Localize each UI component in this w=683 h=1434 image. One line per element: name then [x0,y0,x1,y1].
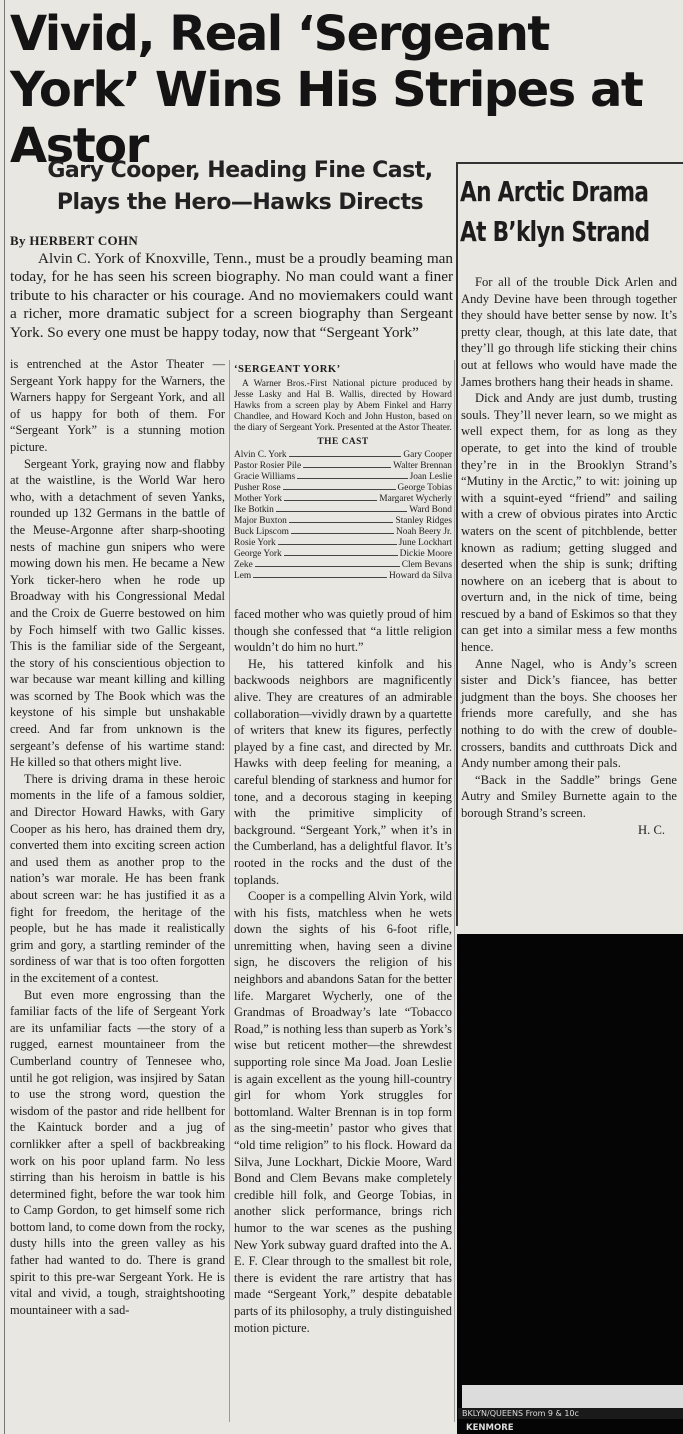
paragraph: Anne Nagel, who is Andy’s screen sister and Dick’s fiancee, has better judgment than the boys. She chooses her friends more carefully, and she has nothing to do with the crew of double-crossers, bandits and cutthroats Dick and Andy number among their pals. [461,656,677,771]
cast-row [234,450,452,461]
cast-role: George York [234,549,282,559]
left-margin-rule [4,0,5,1434]
credits-title: ‘SERGEANT YORK’ [234,364,341,375]
cast-row [234,461,452,472]
author-initials: H. C. [638,822,665,837]
cast-role: Rosie York [234,538,276,548]
cast-actor: Dickie Moore [399,549,452,559]
cast-row [234,549,452,560]
cast-row [234,560,452,571]
cast-role: Pastor Rosier Pile [234,461,302,471]
review-column-2 [234,606,452,1422]
cast-role: Pusher Rose [234,483,281,493]
cast-actor: Stanley Ridges [395,516,452,526]
cast-role: Ike Botkin [234,505,274,515]
paragraph: He, his tattered kinfolk and his backwoods neighbors are magnificently alive. They are creatures of an admirable collaboration—vividly drawn by a quartette of writers that knew its figures, perfectly played by a fine cast, and directed by Mr. Hawks with deep feeling for meaning, a careful blending of starkness and humor for tone, and a decorous staging in keeping with the primitive simplicity of background. “Sergeant York,” when it’s in the Cumberland, has a delightful flavor. It’s rooted in the rocks and the dust of the toplands. [234,656,452,887]
black-advertisement-block [457,934,683,1434]
cast-actor: June Lockhart [398,538,452,548]
paragraph: Dick and Andy are just dumb, trusting souls. They’ll never learn, so we might as well expect them, for as long as they operate, to get into the kind of trouble they’re in in the Brooklyn Strand’s “Mutiny in the Arctic,” to wit: joining up with a squint-eyed “friend” and sailing with a crew of obvious pirates into Arctic waters on the scent of pitchblende, better known as radium; getting slugged and deserted when the ship is sunk; drifting nowhere on an iceberg that is about to overturn and, in the nick of time, being rescued by a band of Eskimos so that they can get into a similar mess a few months hence. [461,391,677,655]
cast-role: Zeke [234,560,253,570]
cast-actor: Noah Beery Jr. [396,527,452,537]
paragraph: faced mother who was quietly proud of him though she confessed that “a little religion wouldn’t do him no hurt.” [234,607,452,655]
cast-actor: Margaret Wycherly [379,494,452,504]
paragraph: “Back in the Saddle” brings Gene Autry and Smiley Burnette again to the borough Strand’s screen. [461,772,677,820]
cast-actor: Clem Bevans [401,560,452,570]
cast-role: Buck Lipscom [234,527,289,537]
paragraph: Sergeant York, graying now and flabby at the waistline, is the World War hero who, with a detachment of seven Yanks, rounded up 132 Germans in the battle of the Meuse-Argonne after sharp-shooting nests of machine gun snipers who were mowing down his men. He became a New York ticker-hero when he rode up Broadway with his Congressional Medal and the Croix de Guerre bestowed on him by Foch himself with two Gallic kisses. This is the familiar side of the Sergeant, the story of his conscientious objection to war because war meant killing and killing was scorned by The Book which was the keystone of his simple but unshakable creed. And far from unknown is the sergeant’s defense of his wartime stand: He killed so that others might live. [10,456,225,770]
sidebar-headline: An Arctic Drama At B’klyn Strand [460,175,650,248]
cast-actor: George Tobias [397,483,452,493]
sidebar-review [461,274,677,838]
paragraph: For all of the trouble Dick Arlen and Andy Devine have been through together they should have better sense by now. It’s pretty clear, though, at this late date, that they’ll go through life sticking their chins out at fellows who would have made the James brothers hang their heads in shame. [461,275,677,389]
cast-row [234,494,452,505]
main-headline: Vivid, Real ‘Sergeant York’ Wins His Stripes at Astor [10,6,643,174]
paragraph: is entrenched at the Astor Theater —Sergeant York happy for the Warners, the Warners happy for Sergeant York, and all of us happy for both of them. For “Sergeant York” is a stunning motion picture. [10,357,225,454]
cast-actor: Walter Brennan [393,461,452,471]
film-credits-box [234,364,452,582]
cast-list [234,450,452,582]
review-column-1 [10,356,225,1422]
cast-role: Mother York [234,494,282,504]
cast-row [234,571,452,582]
cast-row [234,505,452,516]
cast-actor: Joan Leslie [409,472,452,482]
cast-role: Lem [234,571,252,581]
column-divider [229,360,230,1422]
paragraph: There is driving drama in these heroic moments in the life of a famous soldier, and Director Howard Hawks, with Gary Cooper as his hero, has drained them dry, converted them into exciting screen action and used them as another prop to the nation’s war morale. He has been frank about screen war: he has justified it as a fight for freedom, the heritage of the people, but he has made it realistically grim and gory, a startling reminder of the sordiness of war that is too often forgotten in the excitement of a contest. [10,771,225,985]
cast-row [234,483,452,494]
credits-body: A Warner Bros.-First National picture produced by Jesse Lasky and Hal B. Wallis, directed by Howard Hawks from a screen play by Abem Finkel and Harry Chandlee, and Howard Koch and John Huston, based on the diary of Sergeant York. Presented at the Astor Theater. [234,379,452,433]
advertisement-strip: BKLYN/QUEENS From 9 & 10c [458,1408,683,1419]
cast-actor: Howard da Silva [388,571,452,581]
cast-row [234,538,452,549]
subheadline: Gary Cooper, Heading Fine Cast, Plays the Hero—Hawks Directs [47,158,433,215]
cast-heading: THE CAST [317,437,369,447]
lead-paragraph: Alvin C. York of Knoxville, Tenn., must be a proudly beaming man today, for he has seen his screen biography. No man could want a finer tribute to his character or his courage. And no moviemakers could want a richer, more dramatic subject for a screen biography than Sergeant York. So every one must be happy today, now that “Sergeant York” [10,250,453,341]
cast-row [234,472,452,483]
cast-row [234,527,452,538]
byline: By HERBERT COHN [10,233,139,248]
cast-row [234,516,452,527]
paragraph: Cooper is a compelling Alvin York, wild with his fists, matchless when he wets down the sights of his 6-foot rifle, unremitting when, having seen a divine sign, he discovers the religion of his neighbors and abandons Satan for the better life. Margaret Wycherly, one of the Grandmas of Broadway’s late “Tobacco Road,” is nothing less than superb as York’s wise but reticent mother—the shrewdest supporting role since Ma Joad. Joan Leslie is again excellent as the young hill-country girl for whom York struggles for bottomland. Walter Brennan is in top form as the sing-meetin’ pastor who gives that “old time religion” to his flock. Howard da Silva, June Lockhart, Dickie Moore, Ward Bond and Clem Bevans make completely credible hill folk, and George Tobias, in another slick performance, brings rich humor to the war scenes as the pushing New York subway guard drafted into the A. E. F. Clear through to the smallest bit role, there is evident the rare artistry that has made “Sergeant York,” despite debatable parts of its philosophy, a truly distinguished motion picture. [234,889,452,1335]
cast-role: Alvin C. York [234,450,287,460]
cast-actor: Gary Cooper [403,450,452,460]
cast-actor: Ward Bond [409,505,452,515]
advertisement-kenmore: KENMORE [466,1423,514,1433]
paragraph: But even more engrossing than the familiar facts of the life of Sergeant York are its unfamiliar facts —the story of a rugged, earnest mountaineer from the Cumberland country of Tennesee who, until he got religion, was insjired by Satan to use the strong word, question the wisdom of the pastor and ride hellbent for the Kaintuck border and a jug of cornlikker after a spell of backbreaking work on his poor upland farm. No less stirring than his heroism in battle is his determined fight, before the war took him to Camp Gordon, to get himself some rich bottom land, to come down from the rocky, dusty hills into the green valley as his father had wanted to do. There is grand spirit to this pre-war Sergeant York. He is vital and vivid, a tough, straightshooting mountaineer with a sad- [10,987,225,1317]
cast-role: Gracie Williams [234,472,296,482]
cast-role: Major Buxton [234,516,287,526]
column-divider [454,360,455,1422]
